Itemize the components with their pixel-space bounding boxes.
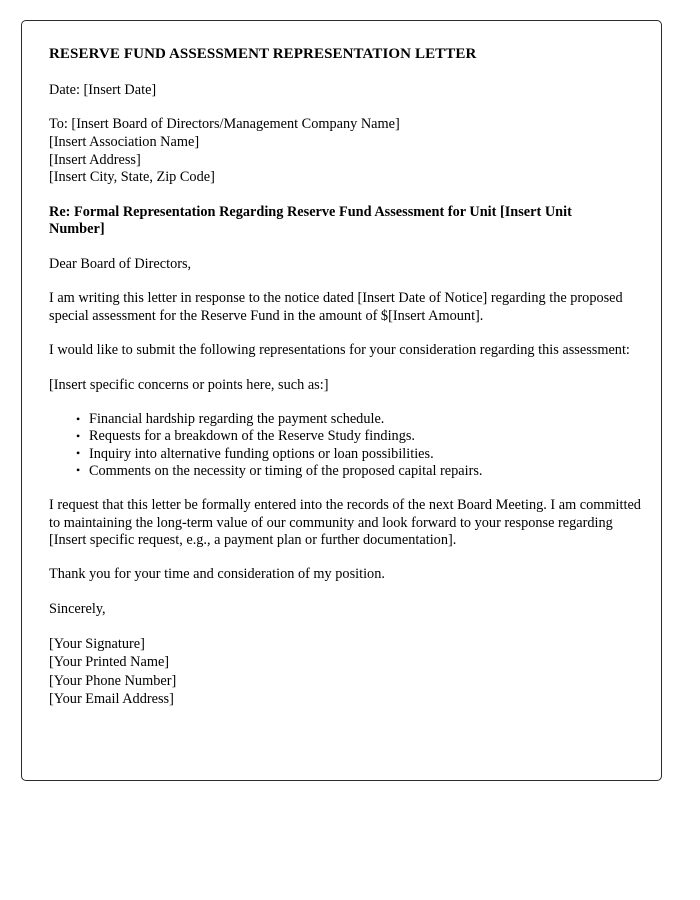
signature-line: [Your Signature] bbox=[49, 636, 145, 653]
list-item: • Inquiry into alternative funding options or loan possibilities. bbox=[89, 446, 651, 463]
recipient-line-3: [Insert Address] bbox=[49, 151, 141, 168]
recipient-line-1: To: [Insert Board of Directors/Management Company Name] bbox=[49, 116, 400, 133]
list-item: • Comments on the necessity or timing of the proposed capital repairs. bbox=[89, 463, 651, 480]
closing-salutation: Sincerely, bbox=[49, 600, 106, 617]
paragraph-board-meeting-request: I request that this letter be formally entered into the records of the next Board Meeting. I am committed to maintaining the long-term value of our community and look forward to your response regarding [Insert specific request, e.g., a payment plan or further documentation]. bbox=[49, 497, 641, 548]
concerns-list bbox=[49, 411, 651, 480]
email-address-line: [Your Email Address] bbox=[49, 690, 174, 707]
date-line: Date: [Insert Date] bbox=[49, 82, 157, 98]
printed-name-line: [Your Printed Name] bbox=[49, 654, 170, 671]
paragraph-representations-intro: I would like to submit the following representations for your consideration regarding this assessment: bbox=[49, 342, 630, 359]
letter-body bbox=[22, 21, 661, 708]
phone-number-line: [Your Phone Number] bbox=[49, 672, 177, 689]
list-item: • Financial hardship regarding the payment schedule. bbox=[89, 411, 651, 428]
letter-page bbox=[21, 20, 662, 781]
list-item: • Requests for a breakdown of the Reserve Study findings. bbox=[89, 428, 651, 445]
signature-block bbox=[49, 635, 651, 708]
page-title: RESERVE FUND ASSESSMENT REPRESENTATION LETTER bbox=[49, 46, 477, 62]
paragraph-response-notice: I am writing this letter in response to the notice dated [Insert Date of Notice] regarding the proposed special assessment for the Reserve Fund in the amount of $[Insert Amount]. bbox=[49, 290, 623, 324]
recipient-line-2: [Insert Association Name] bbox=[49, 134, 200, 150]
recipient-line-4: [Insert City, State, Zip Code] bbox=[49, 169, 215, 186]
recipient-block bbox=[49, 116, 651, 186]
subject-line: Re: Formal Representation Regarding Reserve Fund Assessment for Unit [Insert Unit Number] bbox=[49, 203, 572, 238]
salutation: Dear Board of Directors, bbox=[49, 255, 192, 272]
paragraph-thank-you: Thank you for your time and consideration of my position. bbox=[49, 566, 385, 583]
list-intro: [Insert specific concerns or points here, such as:] bbox=[49, 376, 329, 393]
